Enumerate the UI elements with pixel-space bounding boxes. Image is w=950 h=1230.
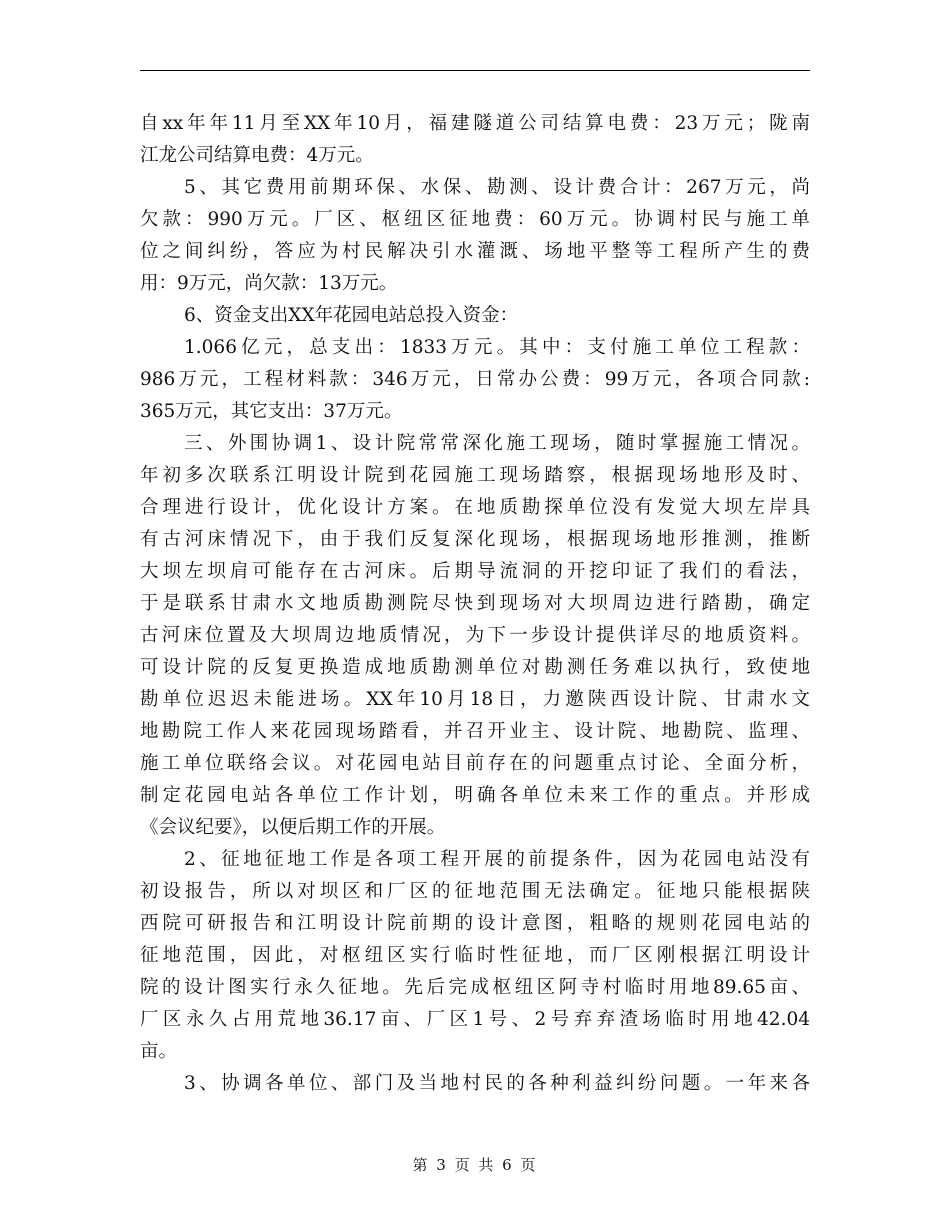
text-line: 用：9万元，尚欠款：13万元。 (140, 273, 398, 294)
header-rule (140, 70, 810, 71)
text-line: 大坝左坝肩可能存在古河床。后期导流洞的开挖印证了我们的看法， (140, 561, 810, 582)
paragraph-start-line: 5、其它费用前期环保、水保、勘测、设计费合计：267万元，尚 (184, 177, 810, 198)
page-number-footer: 第 3 页 共 6 页 (412, 1156, 538, 1174)
text-line: 地勘院工作人来花园现场踏看，并召开业主、设计院、地勘院、监理、 (140, 721, 810, 742)
paragraph-start-line: 2、征地征地工作是各项工程开展的前提条件，因为花园电站没有 (184, 849, 810, 870)
text-line: 亩。 (140, 1041, 178, 1062)
text-line: 《会议纪要》，以便后期工作的开展。 (140, 817, 446, 838)
text-line: 施工单位联络会议。对花园电站目前存在的问题重点讨论、全面分析， (140, 753, 810, 774)
paragraph-start-line: 1.066亿元，总支出：1833万元。其中：支付施工单位工程款： (184, 337, 810, 358)
text-line: 初设报告，所以对坝区和厂区的征地范围无法确定。征地只能根据陕 (140, 881, 810, 902)
paragraph-start-line: 3、协调各单位、部门及当地村民的各种利益纠纷问题。一年来各 (184, 1073, 810, 1094)
text-line: 院的设计图实行永久征地。先后完成枢纽区阿寺村临时用地89.65亩、 (140, 977, 810, 998)
text-line: 江龙公司结算电费：4万元。 (140, 145, 374, 166)
text-line: 于是联系甘肃水文地质勘测院尽快到现场对大坝周边进行踏勘，确定 (140, 593, 810, 614)
text-line: 西院可研报告和江明设计院前期的设计意图，粗略的规则花园电站的 (140, 913, 810, 934)
text-line: 年初多次联系江明设计院到花园施工现场踏察，根据现场地形及时、 (140, 465, 810, 486)
text-line: 征地范围，因此，对枢纽区实行临时性征地，而厂区刚根据江明设计 (140, 945, 810, 966)
text-line: 自xx年年11月至XX年10月，福建隧道公司结算电费：23万元；陇南 (140, 113, 810, 134)
text-line: 厂区永久占用荒地36.17亩、厂区1号、2号弃弃渣场临时用地42.04 (140, 1009, 810, 1030)
text-line: 有古河床情况下，由于我们反复深化现场，根据现场地形推测，推断 (140, 529, 810, 550)
document-body (140, 108, 810, 1100)
text-line: 可设计院的反复更换造成地质勘测单位对勘测任务难以执行，致使地 (140, 657, 810, 678)
text-line: 欠款：990万元。厂区、枢纽区征地费：60万元。协调村民与施工单 (140, 209, 810, 230)
text-line: 制定花园电站各单位工作计划，明确各单位未来工作的重点。并形成 (140, 785, 810, 806)
text-line: 位之间纠纷，答应为村民解决引水灌溉、场地平整等工程所产生的费 (140, 241, 810, 262)
text-line: 古河床位置及大坝周边地质情况，为下一步设计提供详尽的地质资料。 (140, 625, 810, 646)
paragraph-start-line: 6、资金支出XX年花园电站总投入资金： (184, 305, 519, 326)
section-heading-line: 三、外围协调1、设计院常常深化施工现场，随时掌握施工情况。 (184, 433, 810, 454)
text-line: 勘单位迟迟未能进场。XX年10月18日，力邀陕西设计院、甘肃水文 (140, 689, 810, 710)
text-line: 合理进行设计，优化设计方案。在地质勘探单位没有发觉大坝左岸具 (140, 497, 810, 518)
text-line: 986万元，工程材料款：346万元，日常办公费：99万元，各项合同款: (140, 369, 810, 390)
text-line: 365万元，其它支出：37万元。 (140, 401, 403, 422)
